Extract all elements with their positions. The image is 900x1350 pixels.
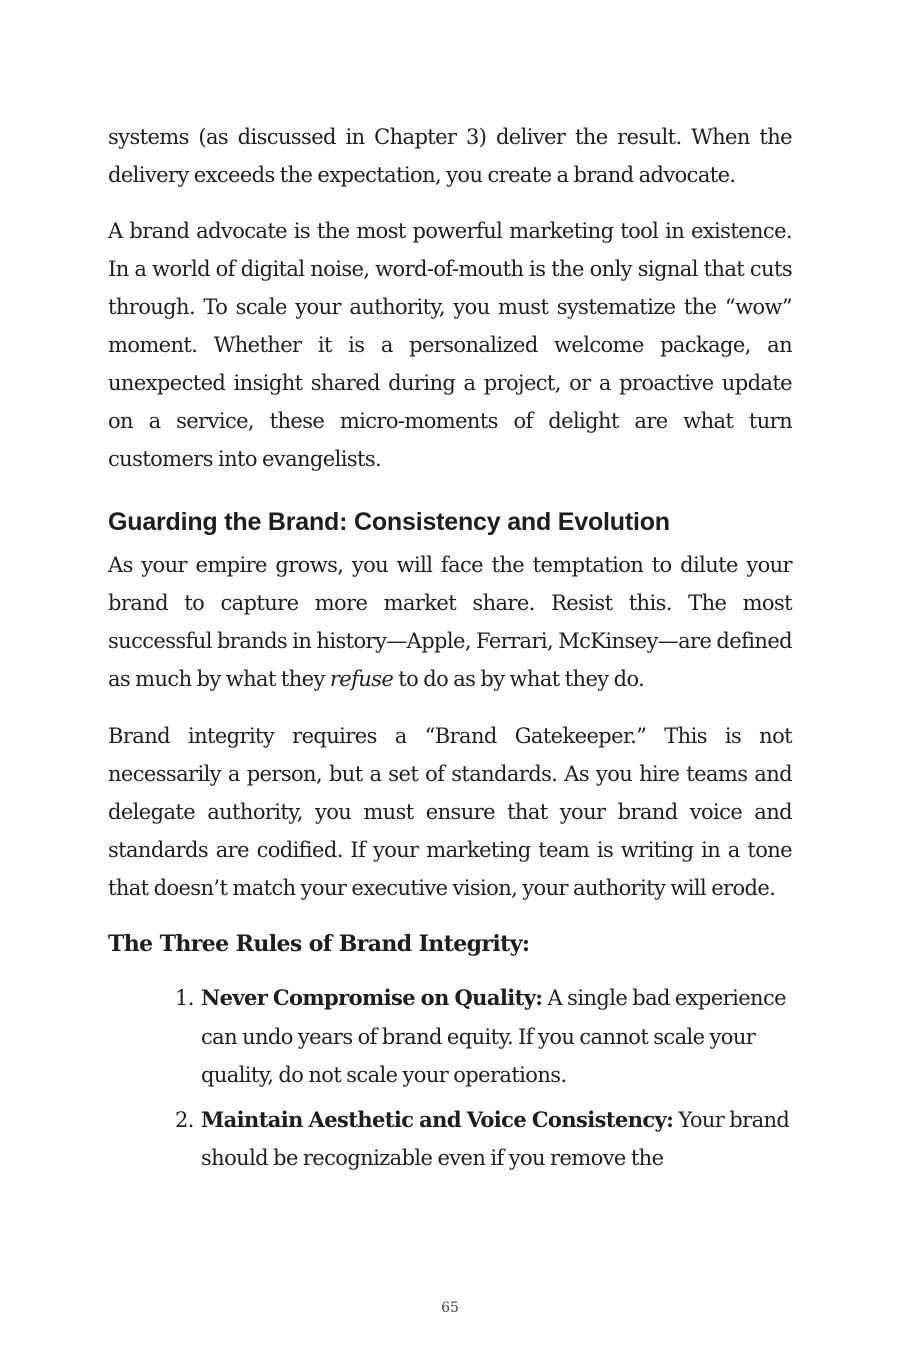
list-item bbox=[175, 1101, 792, 1178]
paragraph-text: As your empire grows, you will face the temptation to dilute your brand to capture more market share. Resist this. The most successful brands in history—Apple, Ferrari, McKinsey—are defined as much by what they bbox=[108, 553, 792, 691]
section-heading: Guarding the Brand: Consistency and Evolution bbox=[108, 508, 670, 536]
rules-list bbox=[108, 979, 792, 1178]
paragraph-brand-advocate-intro: systems (as discussed in Chapter 3) deliver the result. When the delivery exceeds the expectation, you create a brand advocate. bbox=[108, 125, 792, 187]
rule-title: Maintain Aesthetic and Voice Consistency: bbox=[201, 1106, 674, 1132]
rule-title: Never Compromise on Quality: bbox=[201, 985, 543, 1010]
page-content bbox=[108, 118, 792, 1178]
page-number: 65 bbox=[441, 1300, 459, 1316]
list-item bbox=[175, 979, 792, 1095]
paragraph-empire-grows bbox=[108, 546, 792, 698]
paragraph-brand-advocate: A brand advocate is the most powerful marketing tool in existence. In a world of digital noise, word-of-mouth is the only signal that cuts through. To scale your authority, you must systematize the “wow” moment. Whether it is a personalized welcome package, an unexpected insight shared during a project, or a proactive update on a service, these micro-moments of delight are what turn customers into evangelists. bbox=[108, 219, 792, 471]
emphasis-refuse: refuse bbox=[329, 667, 394, 691]
list-number: 2. bbox=[175, 1107, 194, 1132]
list-number: 1. bbox=[175, 986, 194, 1010]
rule-text: Your brand should be recognizable even if you remove the bbox=[201, 1107, 790, 1170]
rule-text: A single bad experience can undo years of brand equity. If you cannot scale your quality, do not scale your operations. bbox=[201, 986, 786, 1087]
paragraph-brand-gatekeeper: Brand integrity requires a “Brand Gatekeeper.” This is not necessarily a person, but a set of standards. As you hire teams and delegate authority, you must ensure that your brand voice and standards are codified. If your marketing team is writing in a tone that doesn’t match your executive vision, your authority will erode. bbox=[108, 724, 792, 900]
paragraph-text: to do as by what they do. bbox=[393, 667, 645, 691]
rules-heading: The Three Rules of Brand Integrity: bbox=[108, 931, 530, 957]
